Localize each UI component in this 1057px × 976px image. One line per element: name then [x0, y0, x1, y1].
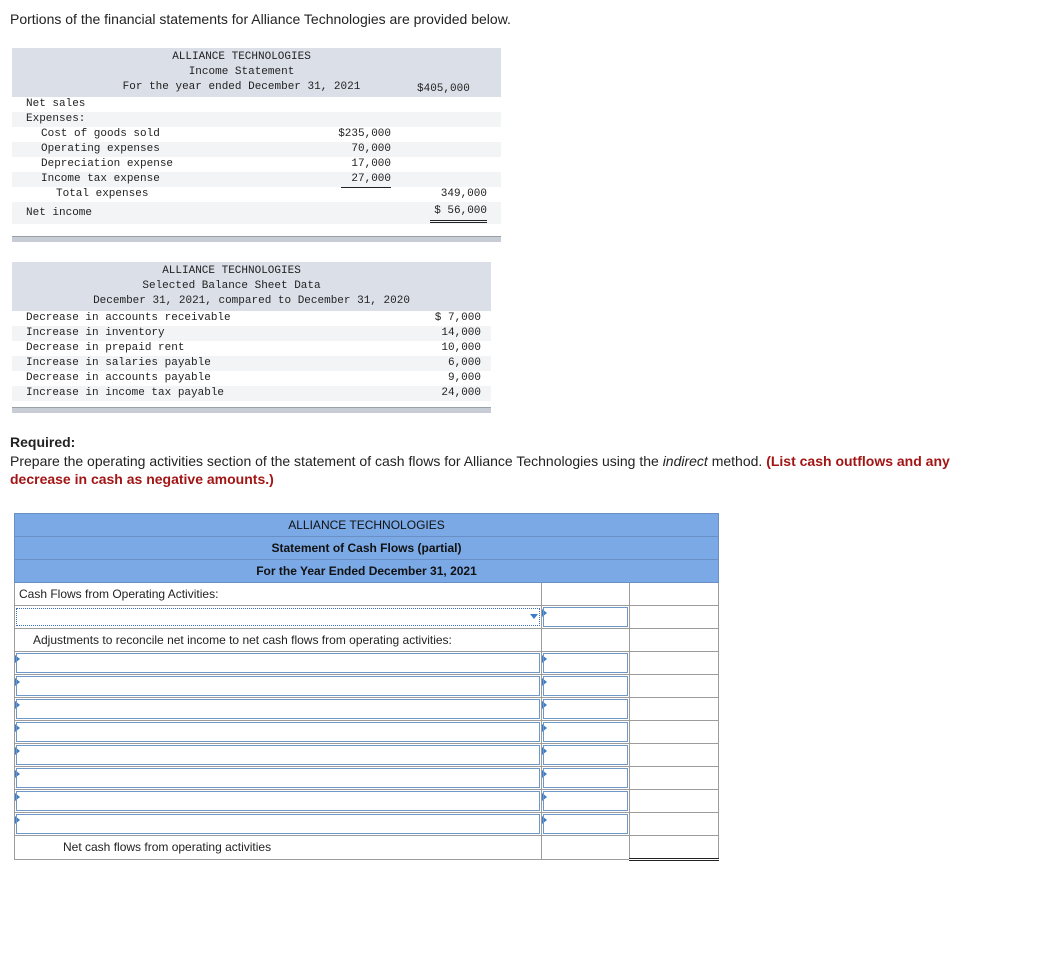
net-income-label: Net income	[26, 207, 93, 219]
balance-row	[12, 341, 491, 356]
balance-sheet-data	[12, 262, 491, 413]
net-income-row	[12, 202, 501, 224]
amount-cell	[542, 744, 630, 767]
amount-input[interactable]	[543, 768, 628, 788]
cash-flow-period: For the Year Ended December 31, 2021	[15, 560, 719, 583]
amount-input[interactable]	[543, 676, 628, 696]
operating-activities-row	[15, 583, 719, 606]
amount-input[interactable]	[543, 791, 628, 811]
balance-sheet-header	[12, 262, 491, 311]
balance-row	[12, 356, 491, 371]
balance-row	[12, 386, 491, 401]
amount-cell	[542, 721, 630, 744]
balance-row	[12, 311, 491, 326]
adjustment-entry-row	[15, 767, 719, 790]
expense-value: 27,000	[341, 172, 391, 188]
balance-label: Increase in salaries payable	[26, 357, 211, 369]
adjustment-entry-row	[15, 813, 719, 836]
account-cell	[15, 698, 542, 721]
net-cash-flow-total[interactable]	[630, 836, 719, 860]
account-cell	[15, 744, 542, 767]
income-statement-title: ALLIANCE TECHNOLOGIES	[172, 51, 311, 63]
cash-flow-header-row	[15, 537, 719, 560]
amount-input[interactable]	[543, 814, 628, 834]
empty-cell	[630, 744, 719, 767]
expenses-header-row	[12, 112, 501, 127]
account-input[interactable]	[16, 814, 540, 834]
balance-sheet-footer-bar	[12, 407, 491, 413]
balance-row	[12, 326, 491, 341]
amount-cell	[542, 606, 630, 629]
adjustment-entry-row	[15, 652, 719, 675]
balance-sheet-period: December 31, 2021, compared to December 31, 2020	[93, 295, 410, 307]
account-cell	[15, 813, 542, 836]
balance-label: Decrease in accounts receivable	[26, 312, 231, 324]
amount-cell	[542, 675, 630, 698]
adjustments-text: Adjustments to reconcile net income to net cash flows from operating activities:	[33, 633, 452, 647]
balance-sheet-title: ALLIANCE TECHNOLOGIES	[162, 265, 301, 277]
operating-activities-label	[15, 583, 542, 606]
empty-cell	[630, 813, 719, 836]
empty-cell	[630, 583, 719, 606]
empty-cell	[542, 583, 630, 606]
adjustment-entry-row	[15, 721, 719, 744]
expense-label: Operating expenses	[41, 143, 160, 155]
empty-cell	[630, 629, 719, 652]
cash-flow-company: ALLIANCE TECHNOLOGIES	[15, 514, 719, 537]
account-input[interactable]	[16, 699, 540, 719]
net-income-entry-row	[15, 606, 719, 629]
balance-value: 9,000	[447, 372, 481, 384]
total-expenses-value: 349,000	[427, 187, 487, 203]
expense-value: 70,000	[351, 143, 391, 155]
expense-value: 17,000	[351, 158, 391, 170]
operating-activities-text: Cash Flows from Operating Activities:	[19, 587, 219, 601]
expense-row	[12, 172, 501, 187]
balance-label: Decrease in prepaid rent	[26, 342, 185, 354]
amount-cell	[542, 790, 630, 813]
account-dropdown[interactable]	[15, 606, 542, 629]
expense-row	[12, 127, 501, 142]
amount-input[interactable]	[543, 722, 628, 742]
net-sales-row	[12, 82, 501, 110]
required-text-part: method.	[707, 453, 767, 469]
balance-value: $ 7,000	[434, 312, 481, 324]
balance-value: 14,000	[441, 327, 481, 339]
net-income-value: $ 56,000	[430, 202, 487, 223]
amount-cell	[542, 813, 630, 836]
expense-label: Income tax expense	[41, 173, 160, 185]
intro-text: Portions of the financial statements for Alliance Technologies are provided below.	[10, 11, 511, 27]
balance-label: Decrease in accounts payable	[26, 372, 211, 384]
adjustment-entry-row	[15, 698, 719, 721]
adjustment-entry-row	[15, 744, 719, 767]
income-statement	[12, 48, 501, 242]
account-input[interactable]	[16, 745, 540, 765]
adjustments-label	[15, 629, 542, 652]
amount-input[interactable]	[543, 699, 628, 719]
expenses-label: Expenses:	[26, 113, 86, 125]
cash-flow-header-row	[15, 514, 719, 537]
account-cell	[15, 652, 542, 675]
account-input[interactable]	[16, 768, 540, 788]
net-cash-flow-text: Net cash flows from operating activities	[63, 840, 272, 854]
empty-cell	[630, 767, 719, 790]
account-cell	[15, 790, 542, 813]
income-statement-subtitle: Income Statement	[188, 66, 295, 78]
expense-row	[12, 142, 501, 157]
account-cell	[15, 675, 542, 698]
adjustments-row	[15, 629, 719, 652]
required-text-note: (List cash outflows and any decrease in cash as negative amounts.)	[10, 453, 950, 487]
account-input[interactable]	[16, 653, 540, 673]
empty-cell	[542, 836, 630, 860]
required-text-part: Prepare the operating activities section of the statement of cash flows for Alliance Technologies using the	[10, 453, 663, 469]
cash-flow-table	[14, 513, 719, 861]
amount-cell	[542, 652, 630, 675]
amount-cell	[542, 767, 630, 790]
cash-flow-statement-title: Statement of Cash Flows (partial)	[15, 537, 719, 560]
empty-cell	[630, 675, 719, 698]
cash-flow-header-row	[15, 560, 719, 583]
income-statement-footer-bar	[12, 236, 501, 242]
required-text	[10, 452, 1010, 488]
balance-sheet-subtitle: Selected Balance Sheet Data	[142, 280, 321, 292]
account-cell	[15, 721, 542, 744]
balance-row	[12, 371, 491, 386]
empty-cell	[630, 698, 719, 721]
adjustment-entry-row	[15, 675, 719, 698]
amount-input[interactable]	[543, 653, 628, 673]
empty-cell	[630, 790, 719, 813]
empty-cell	[630, 652, 719, 675]
empty-cell	[630, 606, 719, 629]
chevron-down-icon[interactable]	[530, 614, 538, 619]
net-sales-value: $405,000	[417, 83, 470, 95]
account-cell	[15, 767, 542, 790]
balance-value: 24,000	[441, 387, 481, 399]
amount-input[interactable]	[543, 607, 628, 627]
adjustment-entry-row	[15, 790, 719, 813]
expense-label: Cost of goods sold	[41, 128, 160, 140]
total-expenses-label: Total expenses	[56, 188, 149, 200]
expense-label: Depreciation expense	[41, 158, 174, 170]
net-cash-flow-row	[15, 836, 719, 860]
balance-value: 10,000	[441, 342, 481, 354]
balance-label: Increase in income tax payable	[26, 387, 225, 399]
account-input[interactable]	[16, 791, 540, 811]
empty-cell	[542, 629, 630, 652]
total-expenses-row	[12, 187, 501, 202]
balance-label: Increase in inventory	[26, 327, 165, 339]
required-text-italic: indirect	[662, 453, 708, 469]
account-input[interactable]	[16, 722, 540, 742]
net-sales-label: Net sales	[26, 98, 86, 110]
account-dropdown-box[interactable]	[16, 608, 540, 626]
expense-value: $235,000	[338, 128, 391, 140]
balance-value: 6,000	[447, 357, 481, 369]
empty-cell	[630, 721, 719, 744]
amount-cell	[542, 698, 630, 721]
account-input[interactable]	[16, 676, 540, 696]
amount-input[interactable]	[543, 745, 628, 765]
income-statement-period: For the year ended December 31, 2021	[122, 81, 361, 93]
required-title: Required:	[10, 434, 76, 450]
expense-row	[12, 157, 501, 172]
net-cash-flow-label	[15, 836, 542, 860]
